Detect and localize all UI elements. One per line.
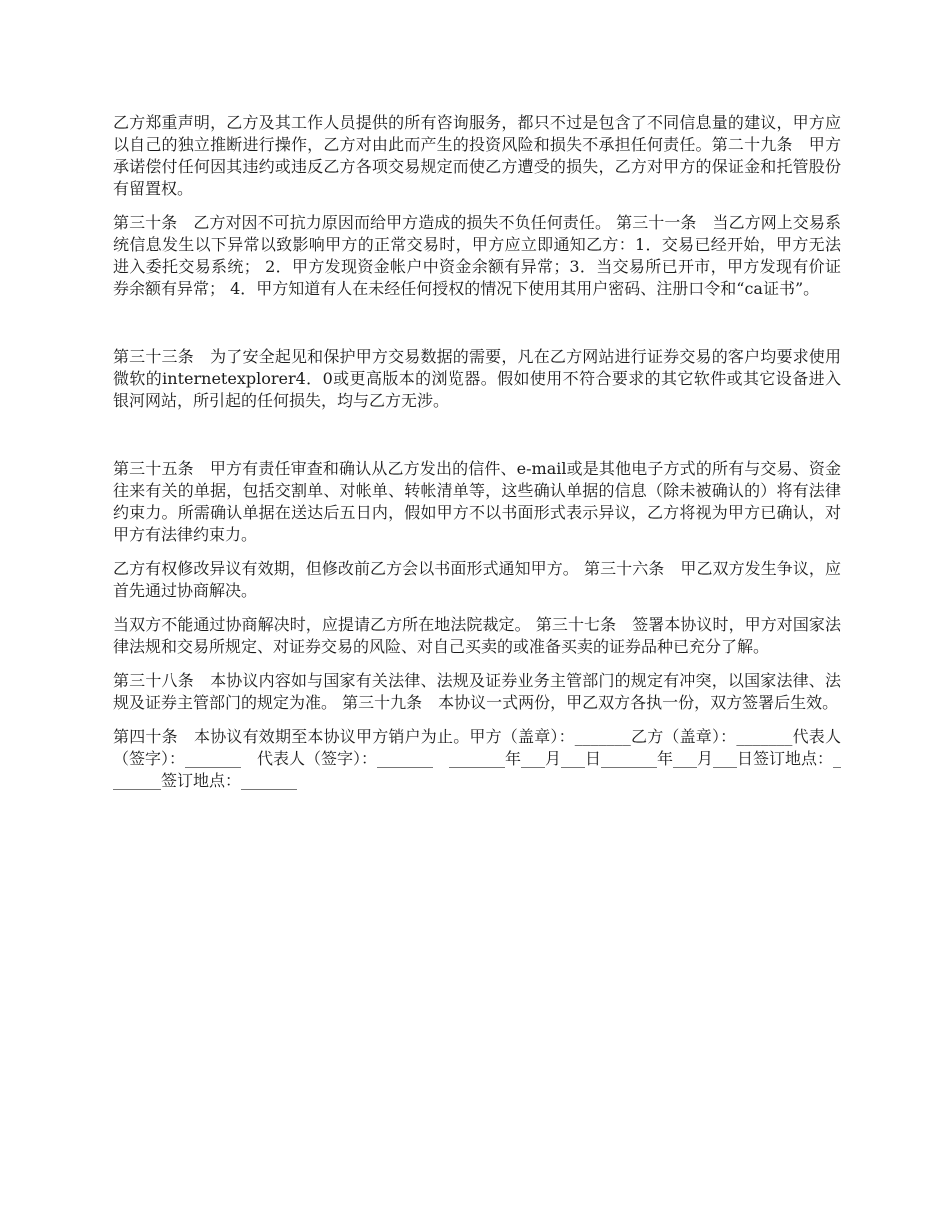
- paragraph-article-30-31: 第三十条 乙方对因不可抗力原因而给甲方造成的损失不负任何责任。 第三十一条 当乙方网上交易系统信息发生以下异常以致影响甲方的正常交易时，甲方应立即通知乙方：1．交易已经开始，甲方无法进入委托交易系统； 2．甲方发现资金帐户中资金余额有异常；3．当交易所已开市，甲方发现有价证券余额有异常； 4．甲方知道有人在未经任何授权的情况下使用其用户密码、注册口令和“ca证书”。: [113, 213, 841, 298]
- document-body: [113, 112, 841, 804]
- paragraph-article-35: 第三十五条 甲方有责任审查和确认从乙方发出的信件、e-mail或是其他电子方式的所有与交易、资金往来有关的单据，包括交割单、对帐单、转帐清单等，这些确认单据的信息（除未被确认的）将有法律约束力。所需确认单据在送达后五日内，假如甲方不以书面形式表示异议，乙方将视为甲方已确认，对甲方有法律约束力。: [113, 459, 841, 544]
- paragraph-article-37: 当双方不能通过协商解决时，应提请乙方所在地法院裁定。 第三十七条 签署本协议时，甲方对国家法律法规和交易所规定、对证券交易的风险、对自己买卖的或准备买卖的证券品种已充分了解。: [113, 615, 841, 656]
- paragraph-article-33: 第三十三条 为了安全起见和保护甲方交易数据的需要，凡在乙方网站进行证券交易的客户均要求使用微软的internetexplorer4．0或更高版本的浏览器。假如使用不符合要求的其它软件或其它设备进入银河网站，所引起的任何损失，均与乙方无涉。: [113, 347, 841, 410]
- paragraph-article-38-39: 第三十八条 本协议内容如与国家有关法律、法规及证券业务主管部门的规定有冲突，以国家法律、法规及证券主管部门的规定为准。 第三十九条 本协议一式两份，甲乙双方各执一份，双方签署后生效。: [113, 671, 841, 712]
- blank-spacer: [113, 312, 841, 346]
- paragraph-disclaimer-article-29: 乙方郑重声明，乙方及其工作人员提供的所有咨询服务，都只不过是包含了不同信息量的建议，甲方应以自己的独立推断进行操作，乙方对由此而产生的投资风险和损失不承担任何责任。第二十九条 甲方承诺偿付任何因其违约或违反乙方各项交易规定而使乙方遭受的损失，乙方对甲方的保证金和托管股份有留置权。: [113, 113, 841, 198]
- blank-spacer: [113, 424, 841, 458]
- paragraph-article-40-signatures: 第四十条 本协议有效期至本协议甲方销户为止。甲方（盖章）：_______乙方（盖章）：_______代表人（签字）：_______ 代表人（签字）：_______ _______年___月___日_______年___月___日签订地点：_______签订地点：_______: [113, 727, 842, 790]
- paragraph-article-36: 乙方有权修改异议有效期，但修改前乙方会以书面形式通知甲方。 第三十六条 甲乙双方发生争议，应首先通过协商解决。: [113, 559, 841, 600]
